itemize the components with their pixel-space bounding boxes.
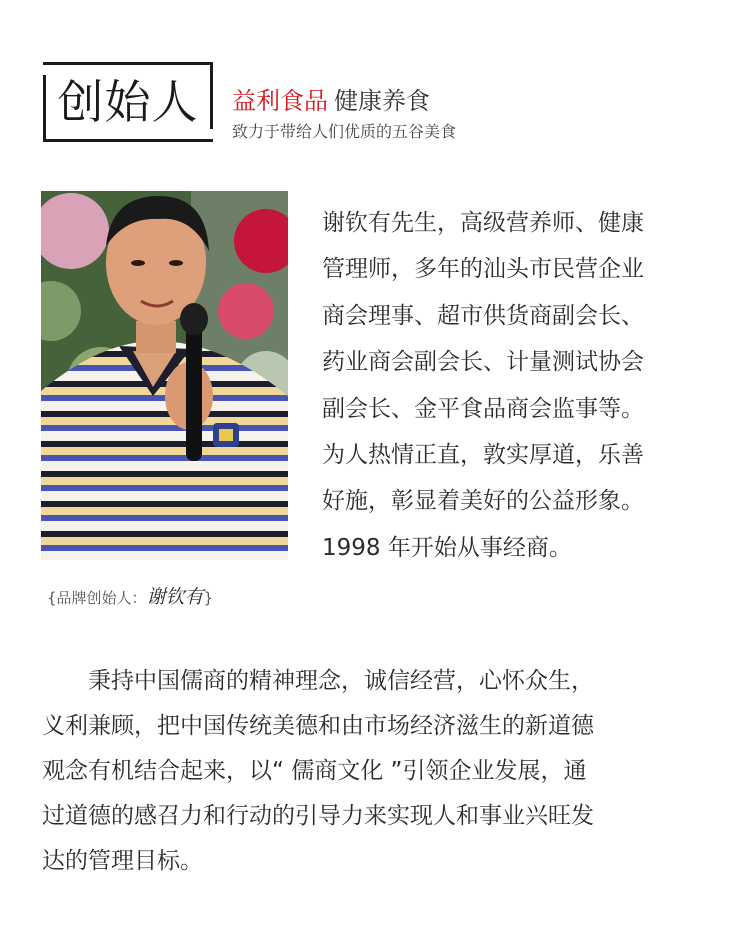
bio-line: 好施，彰显着美好的公益形象。	[322, 488, 644, 515]
brand-name: 益利食品	[232, 87, 328, 115]
slogan: 健康养食	[334, 87, 430, 115]
bio-line: 为人热情正直，敦实厚道，乐善	[322, 442, 644, 469]
bio-line: 药业商会副会长、计量测试协会	[322, 349, 644, 376]
paragraph-line: 义利兼顾，把中国传统美德和由市场经济滋生的新道德	[42, 713, 594, 739]
paragraph-line: 观念有机结合起来，以“ 儒商文化 ”引领企业发展，通	[42, 758, 587, 784]
paragraph-line: 达的管理目标。	[42, 848, 203, 874]
signature: 谢钦有	[146, 586, 204, 608]
caption-suffix: }	[203, 589, 214, 607]
page-title: 创始人	[57, 75, 199, 129]
tagline	[232, 86, 430, 116]
photo-caption	[47, 586, 213, 609]
bio-line: 谢钦有先生，高级营养师、健康	[322, 210, 644, 236]
founder-photo	[41, 191, 288, 560]
paragraph-line: 秉持中国儒商的精神理念，诚信经营，心怀众生，	[42, 668, 594, 694]
bio-line: 商会理事、超市供货商副会长、	[322, 302, 644, 329]
title-border-bottom	[43, 139, 213, 142]
founder-bio	[322, 200, 717, 571]
title-border-top	[43, 62, 213, 65]
caption-prefix: {品牌创始人：	[47, 589, 147, 607]
bio-line: 副会长、金平食品商会监事等。	[322, 395, 644, 422]
bio-line: 1998 年开始从事经商。	[322, 534, 572, 561]
bio-line: 管理师，多年的汕头市民营企业	[322, 256, 644, 283]
philosophy-paragraph	[42, 659, 722, 884]
paragraph-line: 过道德的感召力和行动的引导力来实现人和事业兴旺发	[42, 803, 594, 829]
subtitle: 致力于带给人们优质的五谷美食	[232, 122, 457, 141]
title-box	[43, 62, 213, 142]
